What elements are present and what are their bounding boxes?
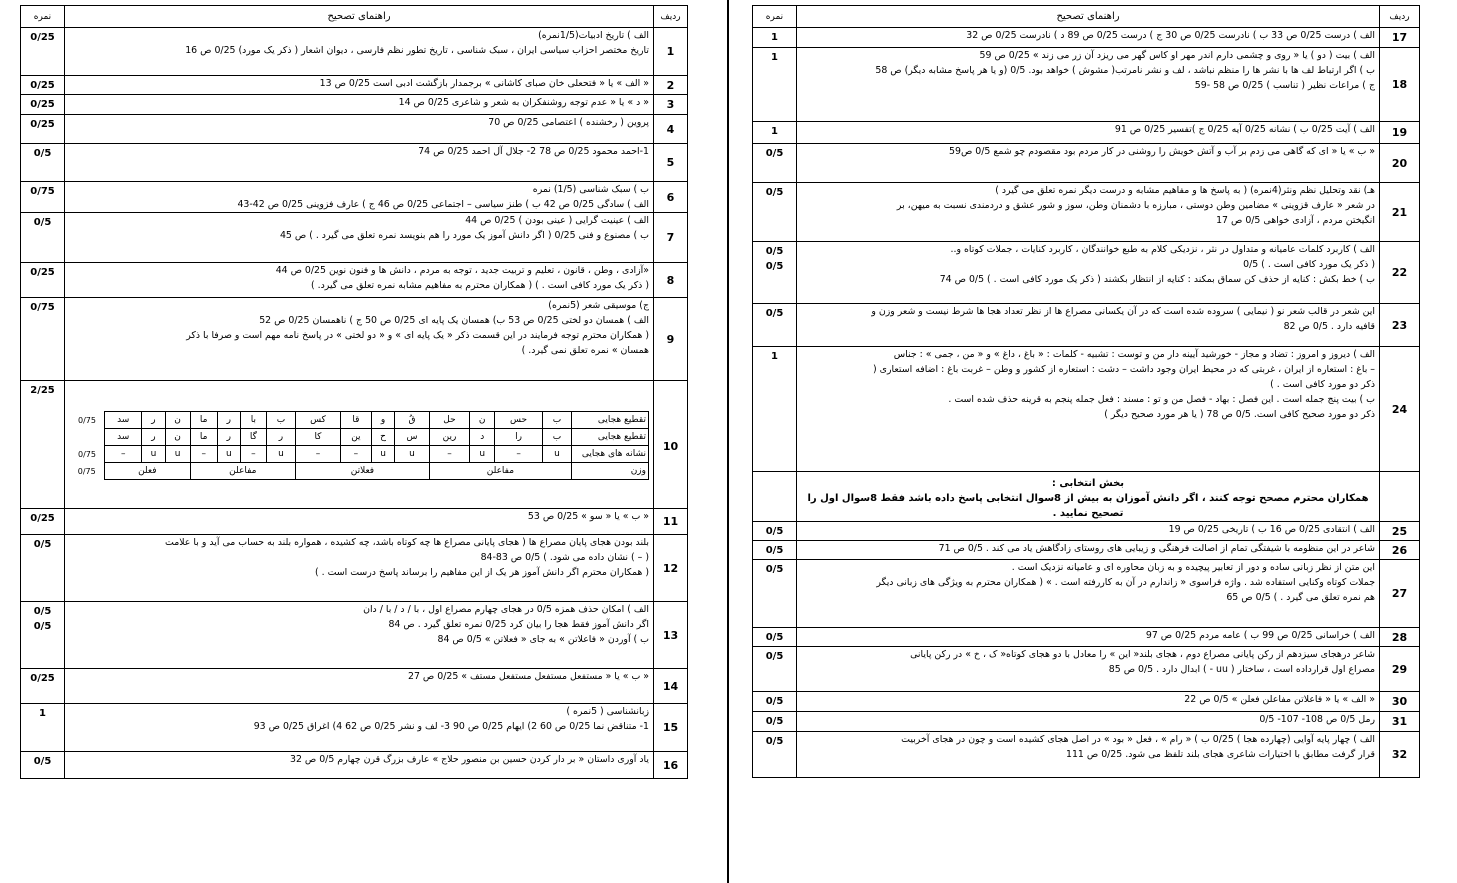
score-cell [753, 347, 797, 472]
answer-text [797, 122, 1380, 144]
question-number: 25 [1380, 522, 1420, 541]
syllable-cell: u [165, 446, 190, 463]
answer-row-12 [21, 535, 688, 602]
question-number: 27 [1380, 560, 1420, 628]
score-cell [21, 144, 65, 182]
score-cell [753, 712, 797, 732]
right-header-row [753, 6, 1420, 28]
answer-text [65, 602, 654, 669]
answer-row-16 [21, 752, 688, 779]
syllable-cell: با [240, 412, 266, 429]
answer-line: «آزادی ، وطن ، قانون ، تعلیم و تربیت جدید ، توجه به مردم ، دانش ها و فنون نوین 0/25 ص 44 [275, 265, 649, 276]
answer-row-23 [753, 304, 1420, 347]
answer-row-13 [21, 602, 688, 669]
syllable-cell: u [395, 446, 430, 463]
syllable-cell: ب [542, 429, 571, 446]
score-value: 0/5 [33, 756, 52, 767]
answer-text [65, 115, 654, 144]
score-cell [21, 704, 65, 752]
answer-line: « د » یا « عدم توجه روشنفکران به شعر و شاعری 0/25 ص 14 [398, 97, 649, 108]
optional-section-row [753, 472, 1420, 522]
answer-row-28 [753, 628, 1420, 647]
score-value: 0/5 [765, 651, 784, 662]
syllable-cell: – [495, 446, 543, 463]
question-number: 12 [654, 535, 688, 602]
answer-line: بلند بودن هجای پایان مصراع ها ( هجای پایانی مصراع ها چه کوتاه باشد، چه کشیده ، همواره بلند به حساب می آید و با علامت [164, 537, 649, 548]
answer-line: ب ) بیت پنج جمله است . این فصل : بهاد - فصل من و تو : مسند : فعل جمله پنجم به قرینه حذف شده است . [948, 394, 1375, 405]
score-cell [21, 752, 65, 779]
answer-line: ( همکاران محترم اگر دانش آموز هر یک از این مفاهیم را برساند پاسخ درست است . ) [314, 567, 649, 578]
row-point: 0/75 [78, 415, 96, 425]
answer-line: زبانشناسی ( 5نمره ) [566, 706, 649, 717]
score-value: 1 [771, 32, 778, 43]
question-number: 13 [654, 602, 688, 669]
meter-foot: فعلاتن [296, 463, 430, 480]
scansion-row [70, 429, 649, 446]
answer-line: رمل 0/5 ص 108- 107- 0/5 [1259, 714, 1375, 725]
question-number: 24 [1380, 347, 1420, 472]
scansion-label: تقطیع هجایی [572, 412, 649, 429]
score-value: 0/5 [765, 246, 784, 257]
row-point: 0/75 [78, 449, 96, 459]
answer-text [65, 704, 654, 752]
header-guide: راهنمای تصحیح [65, 6, 654, 28]
score-cell [753, 647, 797, 692]
answer-line: الف ) دیروز و امروز : تضاد و مجاز - خورشید آیینه دار من و توست : تشبیه - کلمات : « باغ ، داغ » و « من ، جمی » : جناس [893, 349, 1375, 360]
question-number: 4 [654, 115, 688, 144]
syllable-cell: ن [470, 412, 495, 429]
question-number: 3 [654, 95, 688, 115]
answer-line: همسان » نمره تعلق نمی گیرد. ) [521, 345, 649, 356]
score-value: 0/25 [30, 267, 55, 278]
answer-line: ذکر دو مورد صحیح کافی است. 0/5 ص 78 ( یا هر مورد صحیح دیگر ) [1104, 409, 1375, 420]
answer-line: الف ) امکان حذف همزه 0/5 در هجای چهارم مصراع اول ، با / د / با / دان [363, 604, 649, 615]
left-header-row [21, 6, 688, 28]
answer-row-21 [753, 183, 1420, 242]
answer-text [797, 347, 1380, 472]
answer-line: 1- متناقض نما 0/25 ص 60 2) ایهام 0/25 ص 90 3- لف و نشر 0/25 ص 62 4) اغراق 0/25 ص 93 [253, 721, 649, 732]
syllable-cell: رین [429, 429, 469, 446]
answer-line: این شعر در قالب شعر نو ( نیمایی ) سروده شده است که در آن یکسانی مصراع ها از نظر تعداد هجا ها شرط نیست و شعر وزن و [871, 306, 1375, 317]
score-value: 1 [771, 351, 778, 362]
scansion-label: تقطیع هجایی [572, 429, 649, 446]
score-value: 0/5 [765, 148, 784, 159]
answer-line: ب ) سبک شناسی (1/5) نمره [532, 184, 649, 195]
score-cell [753, 242, 797, 304]
score-value: 2/25 [30, 385, 55, 396]
score-value: 0/5 [33, 539, 52, 550]
score-value: 0/5 [33, 217, 52, 228]
question-number: 18 [1380, 48, 1420, 122]
score-value: 0/75 [30, 302, 55, 313]
question-number: 7 [654, 213, 688, 263]
row-point: 0/75 [77, 466, 96, 476]
answer-line: قرار گرفت مطابق با اختیارات شاعری هجای بلند تلفظ می شود. 0/25 ص 111 [1065, 749, 1375, 760]
question-number: 8 [654, 263, 688, 298]
syllable-cell: گا [240, 429, 266, 446]
syllable-cell: ن [165, 412, 190, 429]
score-cell [753, 144, 797, 183]
question-number: 9 [654, 298, 688, 381]
answer-row-24 [753, 347, 1420, 472]
answer-line: الف ) همسان دو لختی 0/25 ص 53 ب) همسان یک پایه ای 0/25 ص 50 ج ) ناهمسان 0/25 ص 52 [259, 315, 649, 326]
syllable-cell: – [240, 446, 266, 463]
answer-line: الف ) انتقادی 0/25 ص 16 ب ) تاریخی 0/25 ص 19 [1168, 524, 1375, 535]
score-value: 0/5 [765, 261, 784, 272]
score-value: 0/5 [33, 148, 52, 159]
answer-row-32 [753, 732, 1420, 778]
score-value: 0/25 [30, 32, 55, 43]
syllable-cell: سد [105, 412, 142, 429]
answer-line: الف ) عینیت گرایی ( عینی بودن ) 0/25 ص 44 [465, 215, 649, 226]
score-value: 0/5 [765, 564, 784, 575]
score-value: 1 [771, 126, 778, 137]
answer-row-3 [21, 95, 688, 115]
syllable-cell: ر [266, 429, 295, 446]
question-number: 14 [654, 669, 688, 704]
syllable-cell: د [470, 429, 495, 446]
answer-line: « ب » یا « سو » 0/25 ص 53 [527, 511, 649, 522]
score-value: 0/5 [33, 606, 52, 617]
scansion-row [70, 463, 649, 480]
question-number: 32 [1380, 732, 1420, 778]
score-cell [753, 560, 797, 628]
header-radif: ردیف [654, 6, 688, 28]
answer-line: قافیه دارد . 0/5 ص 82 [1283, 321, 1375, 332]
answer-text [797, 144, 1380, 183]
page-divider [727, 0, 729, 883]
score-value: 0/5 [765, 736, 784, 747]
question-number: 10 [654, 381, 688, 509]
answer-line: الف ) درست 0/25 ص 33 ب ) نادرست 0/25 ص 30 ج ) درست 0/25 ص 89 د ) نادرست 0/25 ص 32 [966, 30, 1375, 41]
syllable-cell: ب [542, 412, 571, 429]
question-number: 1 [654, 28, 688, 76]
answer-line: ( – ) نشان داده می شود. ) 0/5 ص 83-84 [480, 552, 649, 563]
score-cell [21, 76, 65, 95]
answer-text [797, 560, 1380, 628]
answer-line: الف ) آیت 0/25 ب ) نشانه 0/25 آیه 0/25 ج )تفسیر 0/25 ص 91 [1114, 124, 1375, 135]
optional-blank-radif [1380, 472, 1420, 522]
score-cell [21, 535, 65, 602]
answer-line: « ب » یا « مستفعل مستفعل مستفعل مستف » 0/25 ص 27 [408, 671, 649, 682]
score-cell [753, 732, 797, 778]
answer-text [797, 692, 1380, 712]
answer-line: یاد آوری داستان « بر دار کردن حسین بن منصور حلاج » عارف بزرگ قرن چهارم 0/5 ص 32 [289, 754, 649, 765]
score-cell [753, 628, 797, 647]
question-number: 17 [1380, 28, 1420, 48]
answer-line: الف ) تاریخ ادبیات(1/5نمره) [538, 30, 649, 41]
score-cell [753, 183, 797, 242]
syllable-cell: ما [190, 412, 217, 429]
score-value: 0/25 [30, 80, 55, 91]
answer-row-18 [753, 48, 1420, 122]
header-radif: ردیف [1380, 6, 1420, 28]
answer-line: ب ) اگر ارتباط لف ها با نشر ها را منظم نباشد ، لف و نشر نامرتب( مشوش ) خواهد بود. 0/5 (و یا هر پاسخ مشابه دیگر) ص 58 [875, 65, 1375, 76]
score-cell [21, 602, 65, 669]
score-cell [21, 263, 65, 298]
answer-text [65, 76, 654, 95]
answer-row-5 [21, 144, 688, 182]
answer-line: ( ذکر یک مورد کافی است . ) 0/5 [1243, 259, 1375, 270]
score-cell [753, 304, 797, 347]
score-value: 0/5 [765, 308, 784, 319]
score-value: 0/5 [765, 187, 784, 198]
answer-line: « الف » یا « فتحعلی خان صبای کاشانی » برجمدار بازگشت ادبی است 0/25 ص 13 [319, 78, 649, 89]
answer-row-1 [21, 28, 688, 76]
answer-text [65, 752, 654, 779]
answer-line: انگیختن مردم ، آزادی خواهی 0/5 ص 17 [1216, 215, 1375, 226]
answer-row-8 [21, 263, 688, 298]
syllable-cell: u [217, 446, 240, 463]
syllable-cell: کس [296, 412, 341, 429]
scansion-table [69, 411, 649, 480]
score-cell [753, 522, 797, 541]
answer-line: ( همکاران محترم توجه فرمایند در این قسمت ذکر « یک پایه ای » و « دو لختی » در پاسخ نامه مهم است و صرفا با ذکر [186, 330, 649, 341]
score-cell [21, 182, 65, 213]
answer-line: هم نمره تعلق می گیرد . ) 0/5 ص 65 [1226, 592, 1375, 603]
score-value: 0/25 [30, 513, 55, 524]
answer-line: شاعر در این منظومه با شیفتگی تمام از اصالت فرهنگی و زیبایی های روستای زادگاهش یاد می کند . 0/5 ص 71 [938, 543, 1375, 554]
question-number: 28 [1380, 628, 1420, 647]
answer-line: ج ) مراعات نظیر ( تناسب ) 0/25 ص 58 -59 [1194, 80, 1375, 91]
question-number: 5 [654, 144, 688, 182]
score-cell [21, 381, 65, 509]
answer-text [797, 28, 1380, 48]
question-number: 31 [1380, 712, 1420, 732]
answer-line: الف ) بیت ( دو ) یا « روی و چشمی دارم اندر مهر او کاس گهر می ریزد آن زر می زند » 0/25 ص 59 [979, 50, 1375, 61]
answer-line: هـ) نقد وتحلیل نظم ونثر(4نمره) ( به پاسخ ها و مفاهیم مشابه و درست دیگر نمره تعلق می گیرد ) [995, 185, 1375, 196]
answer-row-27 [753, 560, 1420, 628]
score-value: 0/5 [765, 526, 784, 537]
optional-section-note: همکاران محترم مصحح توجه کنند ، اگر دانش آموزان به بیش از 8سوال انتخابی پاسخ داده باشد فقط 8سوال اول را تصحیح نمایید . [807, 493, 1369, 519]
answer-text [797, 183, 1380, 242]
answer-line: – باغ : استعاره از ایران ، غربتی که در محیط ایران وجود داشت – دشت : استعاره از کشور و وطن – غربت باغ : اضافه استعاری ( [873, 364, 1375, 375]
syllable-cell: ر [142, 412, 165, 429]
answer-line: این متن از نظر زبانی ساده و دور از تعابیر پیچیده و به زبان محاوره ای و عامیانه نزدیک است . [1011, 562, 1375, 573]
score-value: 1 [39, 708, 46, 719]
score-cell [753, 28, 797, 48]
question-number: 23 [1380, 304, 1420, 347]
syllable-cell: ن [165, 429, 190, 446]
syllable-cell: u [266, 446, 295, 463]
score-cell [753, 122, 797, 144]
answer-text [65, 263, 654, 298]
score-cell [21, 28, 65, 76]
score-cell [753, 541, 797, 560]
answer-line: الف ) چهار پایه آوایی (چهارده هجا ) 0/25 ب ) « رام » ، فعل « بود » در اصل هجای کشیده است و چون در هجای آخربیت [901, 734, 1375, 745]
syllable-cell: ر [217, 412, 240, 429]
question-number: 19 [1380, 122, 1420, 144]
header-score: نمره [21, 6, 65, 28]
answer-row-19 [753, 122, 1420, 144]
row-point [70, 429, 105, 446]
answer-row-15 [21, 704, 688, 752]
meter-foot: فعلن [105, 463, 191, 480]
answer-line: ب ) خط بکش : کنایه از حذف کن سماق بمکند : کنایه از انتظار بکشند ( ذکر یک مورد کافی است . ) 0/5 ص 74 [939, 274, 1375, 285]
header-guide: راهنمای تصحیح [797, 6, 1380, 28]
question-number: 29 [1380, 647, 1420, 692]
score-value: 0/5 [33, 621, 52, 632]
syllable-cell: – [429, 446, 469, 463]
answer-line: مصراع اول قرارداده است ، ساختار ( uu - ) ابدال دارد . 0/5 ص 85 [1108, 664, 1375, 675]
answer-text [797, 732, 1380, 778]
answer-line: « الف » یا « فاعلاتن مفاعلن فعلن » 0/5 ص 22 [1184, 694, 1375, 705]
score-cell [21, 115, 65, 144]
syllable-cell: قُ [395, 412, 430, 429]
question-number: 20 [1380, 144, 1420, 183]
syllable-cell: را [495, 429, 543, 446]
syllable-cell: حل [429, 412, 469, 429]
answer-text [65, 509, 654, 535]
score-value: 0/25 [30, 99, 55, 110]
answer-text [797, 522, 1380, 541]
score-value: 0/5 [765, 716, 784, 727]
syllable-cell: کا [296, 429, 341, 446]
answer-row-30 [753, 692, 1420, 712]
scansion-answer [65, 381, 654, 509]
score-cell [21, 669, 65, 704]
answer-text [65, 535, 654, 602]
answer-text [797, 647, 1380, 692]
syllable-cell: س [395, 429, 430, 446]
score-value: 0/5 [765, 632, 784, 643]
answer-line: « ب » یا « ای که گاهی می زدم بر آب و آتش خویش را روشنی در کار مردم بود مقصودم چو شمع 0/5 ص59 [949, 146, 1375, 157]
scansion-row [70, 412, 649, 429]
syllable-cell: ح [371, 429, 394, 446]
optional-section [797, 472, 1380, 522]
score-value: 0/25 [30, 119, 55, 130]
score-value: 1 [771, 52, 778, 63]
answer-text [65, 95, 654, 115]
answer-text [65, 213, 654, 263]
answer-row-20 [753, 144, 1420, 183]
answer-row-31 [753, 712, 1420, 732]
answer-line: در شعر « عارف قزوینی » مضامین وطن دوستی ، مبارزه با دشمنان وطن، سوز و شور عشق و دردمندی نسبت به میهن، بر [896, 200, 1375, 211]
answer-row-26 [753, 541, 1420, 560]
syllable-cell: u [142, 446, 165, 463]
answer-row-17 [753, 28, 1420, 48]
syllable-cell: u [470, 446, 495, 463]
question-number: 11 [654, 509, 688, 535]
answer-line: الف ) کاربرد کلمات عامیانه و متداول در نثر ، نزدیکی کلام به طبع خوانندگان ، کاربرد کنایات ، جملات کوتاه و.. [950, 244, 1375, 255]
syllable-cell: – [190, 446, 217, 463]
answer-row-29 [753, 647, 1420, 692]
left-answer-sheet [20, 5, 688, 779]
question-number: 6 [654, 182, 688, 213]
answer-text [65, 28, 654, 76]
header-score: نمره [753, 6, 797, 28]
right-answer-sheet [752, 5, 1420, 778]
answer-row-11 [21, 509, 688, 535]
meter-foot: مفاعلن [190, 463, 295, 480]
score-cell [21, 213, 65, 263]
question-number: 16 [654, 752, 688, 779]
answer-line: ب ) مصنوع و فنی 0/25 ( اگر دانش آموز یک مورد را هم بنویسد نمره تعلق می گیرد . ) ص 45 [279, 230, 649, 241]
answer-line: اگر دانش آموز فقط هجا را بیان کرد 0/25 نمره تعلق گیرد . ص 84 [388, 619, 649, 630]
answer-row-9 [21, 298, 688, 381]
answer-text [797, 48, 1380, 122]
syllable-cell: ین [340, 429, 371, 446]
answer-line: جملات کوتاه وکنایی استفاده شد . واژه فراسوی « زاندارم در آن به کاررفته است . » ( همکاران محترم به ویژگی های زبانی دیگر [876, 577, 1375, 588]
optional-section-title: بخش انتخابی : [1051, 478, 1125, 489]
answer-line: ب ) آوردن « فاعلاتن » به جای « فعلاتن » 0/5 ص 84 [437, 634, 649, 645]
meter-foot: مفاعلن [429, 463, 571, 480]
answer-line: الف ) سادگی 0/25 ص 42 ب ) طنز سیاسی – اجتماعی 0/25 ص 46 ج ) عارف فزوینی 0/25 ص 42-43 [237, 199, 649, 210]
question-number: 2 [654, 76, 688, 95]
answer-line: ج) موسیقی شعر (5نمره) [548, 300, 649, 311]
answer-line: الف ) خراسانی 0/25 ص 99 ب ) عامه مردم 0/25 ص 97 [1145, 630, 1375, 641]
answer-text [65, 298, 654, 381]
answer-row-14 [21, 669, 688, 704]
answer-text [65, 144, 654, 182]
score-cell [753, 48, 797, 122]
answer-row-25 [753, 522, 1420, 541]
syllable-cell: قا [340, 412, 371, 429]
answer-row-22 [753, 242, 1420, 304]
syllable-cell: – [105, 446, 142, 463]
scansion-label: نشانه های هجایی [572, 446, 649, 463]
answer-text [797, 541, 1380, 560]
score-value: 0/5 [765, 696, 784, 707]
answer-row-2 [21, 76, 688, 95]
syllable-cell: و [371, 412, 394, 429]
score-cell [21, 95, 65, 115]
syllable-cell: ما [190, 429, 217, 446]
answer-text [797, 712, 1380, 732]
syllable-cell: ر [142, 429, 165, 446]
answer-line: پروین ( رخشنده ) اعتصامی 0/25 ص 70 [488, 117, 649, 128]
syllable-cell: ر [217, 429, 240, 446]
score-cell [21, 509, 65, 535]
scansion-label: وزن [572, 463, 649, 480]
question-number: 15 [654, 704, 688, 752]
answer-line: ( ذکر یک مورد کافی است . ) ( همکاران محترم به مفاهیم مشابه نمره تعلق می گیرد. ) [311, 280, 649, 291]
answer-row-6 [21, 182, 688, 213]
answer-line: تاریخ مختصر احزاب سیاسی ایران ، سبک شناسی ، تاریخ تطور نظم فارسی ، دیوان اشعار ( ذکر یک مورد) 0/25 ص 16 [185, 45, 649, 56]
question-number: 26 [1380, 541, 1420, 560]
syllable-cell: سد [105, 429, 142, 446]
answer-text [797, 628, 1380, 647]
syllable-cell: حس [495, 412, 543, 429]
answer-text [797, 242, 1380, 304]
score-cell [753, 692, 797, 712]
syllable-cell: – [296, 446, 341, 463]
question-number: 22 [1380, 242, 1420, 304]
answer-line: شاعر درهجای سیزدهم از رکن پایانی مصراع دوم ، هجای بلند« این » را معادل با دو هجای کوتاه« ک ، خ » در رکن پایانی [910, 649, 1375, 660]
score-cell [21, 298, 65, 381]
syllable-cell: ب [266, 412, 295, 429]
score-value: 0/75 [30, 186, 55, 197]
scansion-row [70, 446, 649, 463]
syllable-cell: u [371, 446, 394, 463]
score-value: 0/5 [765, 545, 784, 556]
score-value: 0/25 [30, 673, 55, 684]
answer-line: 1-احمد محمود 0/25 ص 78 2- جلال آل احمد 0/25 ص 74 [418, 146, 649, 157]
answer-row-7 [21, 213, 688, 263]
answer-row-10 [21, 381, 688, 509]
answer-line: ذکر دو مورد کافی است . ) [1270, 379, 1375, 390]
optional-blank-score [753, 472, 797, 522]
answer-row-4 [21, 115, 688, 144]
question-number: 30 [1380, 692, 1420, 712]
question-number: 21 [1380, 183, 1420, 242]
answer-text [65, 669, 654, 704]
syllable-cell: u [542, 446, 571, 463]
syllable-cell: – [340, 446, 371, 463]
answer-text [65, 182, 654, 213]
answer-text [797, 304, 1380, 347]
